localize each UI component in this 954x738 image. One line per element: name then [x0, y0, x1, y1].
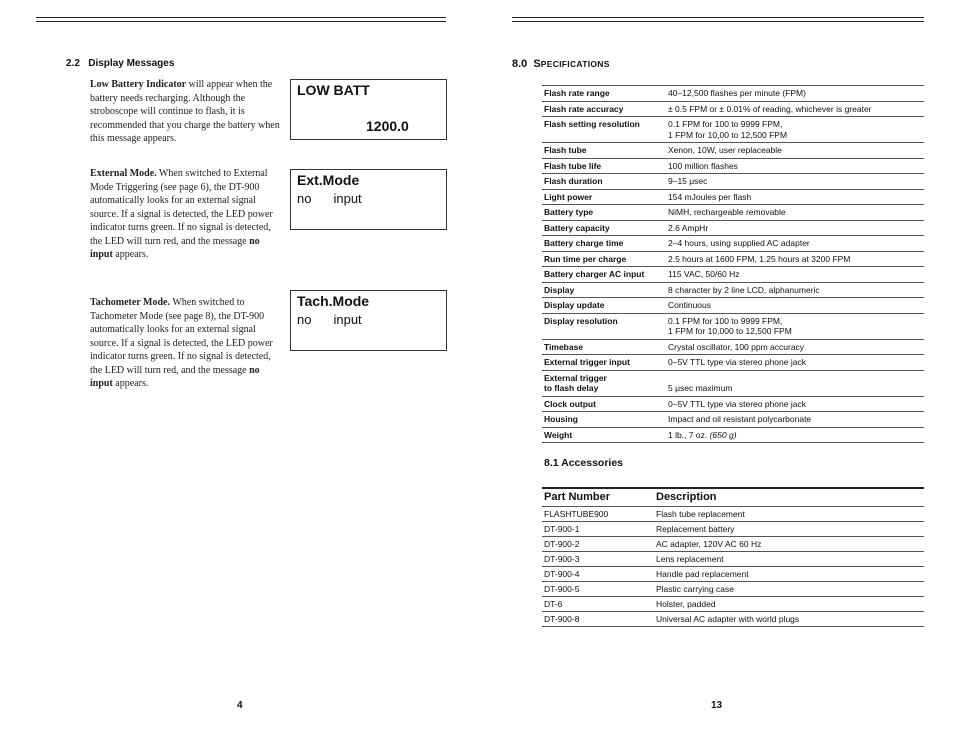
spec-value — [666, 282, 924, 298]
spec-label-text: Light power — [544, 191, 593, 202]
spec-value-text: 8 character by 2 line LCD, alphanumeric — [668, 284, 820, 295]
spec-value-text: 0–5V TTL type via stereo phone jack — [668, 357, 806, 367]
accessory-description: Universal AC adapter with world plugs — [654, 612, 924, 627]
accessory-part-number: DT-900-1 — [542, 522, 654, 537]
spec-value-text: Continuous — [668, 300, 712, 310]
lcd-low-batt-line1: LOW BATT — [297, 82, 370, 98]
spec-value — [666, 396, 924, 412]
spec-label — [542, 205, 666, 221]
header-rule-left-2 — [36, 21, 446, 22]
lcd-tach-mode-input: input — [333, 312, 362, 327]
tach-mode-text-end: appears. — [112, 378, 149, 389]
accessory-part-number: DT-900-3 — [542, 552, 654, 567]
spec-row — [542, 412, 924, 428]
external-mode-text-end: appears. — [112, 249, 149, 260]
spec-row — [542, 143, 924, 159]
spec-label — [542, 174, 666, 190]
spec-label-text: Flash tube — [544, 145, 587, 155]
spec-label-text: Battery capacity — [544, 222, 610, 233]
spec-value-text-2: 5 μsec maximum — [668, 383, 733, 393]
accessory-row — [542, 597, 924, 612]
spec-label — [542, 313, 666, 339]
spec-value-text: 2.5 hours at 1600 FPM, 1.25 hours at 3200 FPM — [668, 253, 851, 264]
spec-value-text: 1 lb., 7 oz. — [668, 429, 708, 440]
spec-title-rest: PECIFICATIONS — [540, 59, 610, 69]
spec-row — [542, 370, 924, 396]
spec-label — [542, 412, 666, 428]
spec-row — [542, 158, 924, 174]
spec-label-text: Run time per charge — [544, 253, 627, 264]
spec-label — [542, 101, 666, 117]
accessory-part-number: FLASHTUBE900 — [542, 507, 654, 522]
accessory-row — [542, 522, 924, 537]
spec-label — [542, 158, 666, 174]
spec-value — [666, 370, 924, 396]
spec-value — [666, 86, 924, 102]
spec-value — [666, 339, 924, 355]
spec-title-initial: S — [533, 58, 541, 70]
spec-value — [666, 205, 924, 221]
spec-row — [542, 101, 924, 117]
spec-value-text: Crystal oscillator, 100 ppm accuracy — [668, 341, 805, 352]
accessory-row — [542, 537, 924, 552]
accessory-row — [542, 552, 924, 567]
spec-row — [542, 205, 924, 221]
accessory-description: Lens replacement — [654, 552, 924, 567]
lcd-tach-mode — [290, 290, 447, 351]
external-mode-text: When switched to External Mode Triggering (see page 6), the DT-900 automatically looks for an external signal source. If a signal is detected, the LED power indicator turns green. If no signal is detected, the LED will turn red, and the message — [90, 168, 273, 247]
spec-value-text: NiMH, rechargeable removable — [668, 207, 786, 217]
accessory-part-number: DT-900-8 — [542, 612, 654, 627]
spec-label — [542, 143, 666, 159]
spec-value-text: 115 VAC, 50/60 Hz — [668, 269, 740, 279]
spec-value — [666, 412, 924, 428]
spec-title-number: 8.0 — [512, 58, 528, 70]
accessory-description: AC adapter, 120V AC 60 Hz — [654, 537, 924, 552]
spec-label — [542, 267, 666, 283]
spec-value — [666, 355, 924, 371]
spec-value-text-2: 1 FPM for 10,000 to 12,500 FPM — [668, 326, 792, 336]
tach-mode-no-input: no input — [90, 364, 260, 389]
spec-value-text: 0–5V TTL type via stereo phone jack — [668, 398, 806, 409]
accessory-part-number: DT-6 — [542, 597, 654, 612]
section-heading — [66, 58, 174, 69]
spec-value-text: 2–4 hours, using supplied AC adapter — [668, 238, 810, 248]
spec-label — [542, 251, 666, 267]
spec-row — [542, 355, 924, 371]
spec-value — [666, 427, 924, 443]
spec-label-text: Weight — [544, 429, 573, 440]
spec-label-text: Flash rate range — [544, 88, 610, 98]
lcd-tach-mode-line1: Tach.Mode — [297, 293, 370, 309]
accessory-description: Handle pad replacement — [654, 567, 924, 582]
spec-row — [542, 251, 924, 267]
accessory-description: Replacement battery — [654, 522, 924, 537]
spec-value — [666, 298, 924, 314]
low-battery-term: Low Battery Indicator — [90, 79, 187, 90]
spec-label — [542, 355, 666, 371]
section-title: Display Messages — [88, 58, 175, 69]
spec-value-italic: (650 g) — [709, 429, 737, 440]
lcd-low-batt — [290, 79, 447, 140]
spec-label — [542, 370, 666, 396]
spec-row — [542, 189, 924, 205]
spec-row — [542, 396, 924, 412]
specifications-title — [512, 58, 610, 70]
spec-label-text-2: to flash delay — [544, 383, 599, 393]
tach-mode-text: When switched to Tachometer Mode (see page 8), the DT-900 automatically looks for an external signal source. If a signal is detected, the LED power indicator turns green. If no signal is detected, the LED will turn red, and the message — [90, 297, 273, 376]
spec-row — [542, 174, 924, 190]
spec-label-text: Flash rate accuracy — [544, 103, 624, 114]
spec-value — [666, 143, 924, 159]
lcd-tach-mode-no: no — [297, 312, 312, 327]
spec-label — [542, 339, 666, 355]
spec-label — [542, 189, 666, 205]
spec-label — [542, 236, 666, 252]
spec-label — [542, 220, 666, 236]
accessory-row — [542, 582, 924, 597]
spec-label-text: External trigger — [544, 372, 607, 383]
page-number-right: 13 — [711, 700, 723, 711]
spec-row — [542, 282, 924, 298]
spec-value — [666, 220, 924, 236]
spec-value-text: ± 0.5 FPM or ± 0.01% of reading, whichever is greater — [668, 103, 872, 114]
spec-value-text: 154 mJoules per flash — [668, 191, 752, 202]
header-part-number: Part Number — [542, 488, 654, 507]
spec-row — [542, 339, 924, 355]
spec-value — [666, 236, 924, 252]
accessory-description: Flash tube replacement — [654, 507, 924, 522]
spec-value-text — [668, 373, 922, 384]
spec-label-text: Housing — [544, 414, 578, 424]
spec-label-text: Display update — [544, 300, 605, 310]
header-description: Description — [654, 488, 924, 507]
spec-label-text: Flash duration — [544, 176, 603, 186]
spec-label-text: External trigger input — [544, 357, 630, 367]
spec-label-text: Battery type — [544, 207, 594, 217]
lcd-low-batt-line2: 1200.0 — [366, 118, 409, 134]
spec-row — [542, 267, 924, 283]
external-mode-paragraph — [90, 167, 276, 262]
spec-value-text: 9–15 μsec — [668, 176, 708, 186]
low-battery-text: will appear when the battery needs recharging. Although the stroboscope will continue to flash, it is recommended that you charge the battery when this message appears. — [90, 79, 280, 144]
specifications-table — [542, 85, 924, 443]
spec-label-text: Display resolution — [544, 315, 618, 326]
external-mode-term: External Mode. — [90, 168, 157, 179]
external-mode-no-input: no input — [90, 235, 260, 260]
page-number-left: 4 — [237, 700, 243, 711]
spec-value-text: Xenon, 10W, user replaceable — [668, 145, 782, 155]
spec-value-text: 2.6 AmpHr — [668, 222, 709, 233]
header-rule-right-2 — [512, 21, 924, 22]
spec-label-text: Display — [544, 284, 575, 295]
accessory-description: Plastic carrying case — [654, 582, 924, 597]
lcd-ext-mode-input: input — [333, 191, 362, 206]
spec-label-text: Clock output — [544, 398, 596, 409]
spec-value — [666, 267, 924, 283]
accessory-part-number: DT-900-4 — [542, 567, 654, 582]
spec-label — [542, 117, 666, 143]
spec-value-text: 0.1 FPM for 100 to 9999 FPM, — [668, 119, 783, 129]
accessories-header-row — [542, 488, 924, 507]
spec-value-text-2: 1 FPM for 10,00 to 12,500 FPM — [668, 129, 788, 140]
spec-value — [666, 174, 924, 190]
spec-label-text: Flash tube life — [544, 160, 602, 171]
spec-label — [542, 427, 666, 443]
spec-value — [666, 313, 924, 339]
lcd-ext-mode-line1: Ext.Mode — [297, 172, 360, 188]
spec-label-text: Battery charge time — [544, 238, 624, 248]
spec-row — [542, 220, 924, 236]
spec-row — [542, 117, 924, 143]
spec-value-text: 0.1 FPM for 100 to 9999 FPM, — [668, 315, 783, 326]
accessory-row — [542, 507, 924, 522]
tach-mode-paragraph — [90, 296, 276, 391]
spec-label — [542, 298, 666, 314]
accessory-row — [542, 612, 924, 627]
lcd-ext-mode — [290, 169, 447, 230]
spec-row — [542, 427, 924, 443]
spec-row — [542, 236, 924, 252]
spec-value — [666, 117, 924, 143]
tach-mode-term: Tachometer Mode. — [90, 297, 170, 308]
header-rule-right — [512, 17, 924, 18]
spec-value — [666, 158, 924, 174]
spec-label — [542, 282, 666, 298]
accessories-title: 8.1 Accessories — [544, 457, 624, 469]
spec-label-text: Battery charger AC input — [544, 269, 645, 279]
spec-label — [542, 396, 666, 412]
accessory-description: Holster, padded — [654, 597, 924, 612]
spec-label-text: Timebase — [544, 341, 584, 352]
spec-value — [666, 189, 924, 205]
section-number: 2.2 — [66, 58, 80, 69]
spec-value-text: 40–12,500 flashes per minute (FPM) — [668, 88, 806, 98]
accessory-part-number: DT-900-2 — [542, 537, 654, 552]
spec-value — [666, 251, 924, 267]
spec-label — [542, 86, 666, 102]
lcd-ext-mode-no: no — [297, 191, 312, 206]
spec-row — [542, 86, 924, 102]
header-rule-left — [36, 17, 446, 18]
accessory-row — [542, 567, 924, 582]
spec-value-text: 100 million flashes — [668, 160, 738, 171]
spec-row — [542, 298, 924, 314]
spec-value — [666, 101, 924, 117]
low-battery-paragraph — [90, 78, 280, 146]
spec-label-text: Flash setting resolution — [544, 119, 640, 129]
spec-row — [542, 313, 924, 339]
spec-value-text: Impact and oil resistant polycarbonate — [668, 414, 812, 424]
accessory-part-number: DT-900-5 — [542, 582, 654, 597]
accessories-table — [542, 487, 924, 627]
